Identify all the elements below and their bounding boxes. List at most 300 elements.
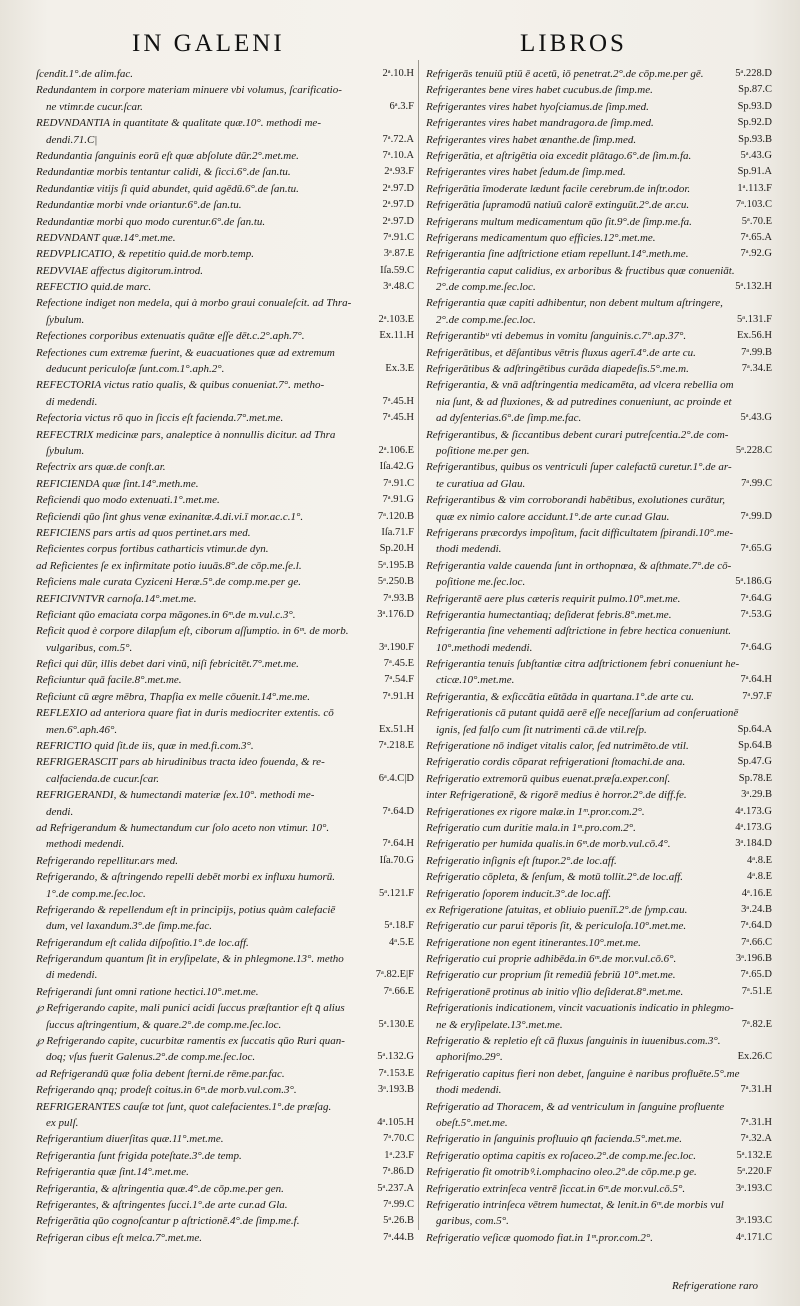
index-entry: [426, 1017, 772, 1033]
entry-reference: 7ᵃ.99.B: [741, 346, 772, 358]
entry-reference: 4ᵃ.8.E: [746, 871, 772, 883]
entry-text: poſitione me.per gen.: [436, 444, 530, 457]
entry-text: Refrigerās tenuiū ptiū ē acetū, iō penetrat.2°.de cōp.me.per gē.: [426, 68, 704, 80]
index-entry: [36, 509, 414, 525]
index-entry: [36, 591, 414, 607]
entry-text: Refrigerando repellitur.ars med.: [36, 854, 178, 867]
index-entry: [36, 672, 414, 688]
index-entry: [426, 1181, 772, 1197]
entry-text: Refrigerans multum medicamentum qūo ſit.9°.de ſimp.me.fa.: [426, 215, 692, 228]
entry-reference: 7ᵃ.86.D: [382, 1166, 414, 1178]
entry-text: Refrigeratio per humida qualis.in 6ᵐ.de morb.vul.cō.4°.: [426, 838, 671, 851]
index-entry: [426, 1082, 772, 1098]
index-entry: [36, 886, 414, 902]
entry-text: Refrigerantia tenuis ſubſtantiæ citra adſtrictionem febri conueniunt he-: [426, 658, 740, 671]
entry-text: Refrigerantia ſine vehementi adſtrictione in febre hectica conueniunt.: [426, 625, 732, 638]
index-entry: [36, 935, 414, 951]
index-entry: [426, 1197, 772, 1213]
index-entry: [36, 1099, 414, 1115]
entry-text: Refrigeratio cur parui tēporis ſit, & periculoſa.10°.met.me.: [426, 920, 687, 933]
entry-reference: 7ᵃ.53.G: [740, 608, 772, 620]
entry-reference: 4ᵃ.173.G: [735, 821, 772, 833]
entry-reference: Iſa.42.G: [379, 461, 414, 473]
index-entry: [426, 312, 772, 328]
entry-text: Refrigeratio veſicæ quomodo fiat.in 1ᵐ.pror.com.2°.: [426, 1231, 654, 1244]
index-entry: [36, 328, 414, 344]
entry-text: Refectione indiget non medela, qui à morbo graui conualeſcit. ad Thra-: [36, 297, 352, 310]
entry-text: Refrigeratio optima capitis ex roſaceo.2°.de comp.me.ſec.loc.: [426, 1149, 697, 1162]
entry-reference: Sp.91.A: [737, 166, 772, 178]
entry-text: Refectoria victus rō quo in ſiccis eſt facienda.7°.met.me.: [36, 412, 284, 425]
entry-reference: Iſa.59.C: [380, 264, 414, 276]
index-entry: [426, 181, 772, 197]
entry-reference: 4ᵃ.105.H: [377, 1117, 414, 1128]
entry-text: Refrigerantium diuerſitas quæ.11°.met.me.: [36, 1133, 224, 1146]
index-entry: [36, 967, 414, 983]
index-entry: [36, 771, 414, 787]
entry-text: 2°.de comp.me.ſec.loc.: [436, 313, 536, 326]
entry-text: ex Refrigeratione ſatuitas, et obliuio pueniī.2°.de ſymp.cau.: [426, 903, 688, 916]
entry-reference: 4ᵃ.171.C: [735, 1231, 772, 1243]
entry-text: inter Refrigerationē, & rigorē medius è horror.2°.de diff.fe.: [426, 789, 687, 802]
entry-reference: 4ᵃ.8.E: [746, 854, 772, 866]
index-entry: [426, 656, 772, 672]
column-divider: [418, 60, 419, 1230]
entry-text: 10°.methodi medendi.: [436, 641, 533, 654]
entry-text: Refrigerātibus, et dēſantibus vētris fluxus agerī.4°.de arte cu.: [426, 346, 696, 359]
entry-reference: 5ᵃ.132.H: [735, 281, 772, 293]
entry-text: Refrigeratio cum duritie mala.in 1ᵐ.pro.com.2°.: [426, 821, 636, 834]
entry-reference: 7ᵃ.99.C: [741, 477, 772, 489]
entry-text: vulgaribus, com.5°.: [46, 641, 133, 654]
index-entry: [426, 804, 772, 820]
entry-reference: 2ᵃ.10.H: [382, 68, 414, 79]
index-entry: [36, 1082, 414, 1098]
index-entry: [426, 476, 772, 492]
entry-reference: 7ᵃ.91.G: [382, 494, 414, 506]
entry-text: poſitione me.ſec.loc.: [436, 576, 526, 589]
entry-text: Refrigerans præcordys impoſitum, facit difficultatem ſpirandi.10°.me-: [426, 526, 734, 539]
index-entry: [426, 705, 772, 721]
index-entry: [426, 263, 772, 279]
entry-text: ex pulſ.: [46, 1117, 79, 1129]
entry-reference: 3ᵃ.193.B: [377, 1084, 414, 1096]
entry-text: Reficiens male curata Cyziceni Heræ.5°.de comp.me.per ge.: [36, 576, 301, 589]
entry-text: Refrigerationes ex rigore malæ.in 1ᵐ.pror.com.2°.: [426, 805, 645, 818]
entry-reference: 7ᵃ.103.C: [735, 199, 772, 211]
index-entry: [36, 99, 414, 115]
entry-reference: 7ᵃ.91.C: [383, 477, 414, 489]
entry-reference: 7ᵃ.64.D: [740, 920, 772, 932]
entry-reference: 3ᵃ.29.B: [741, 789, 772, 801]
index-entry: [426, 459, 772, 475]
entry-text: Refrigerationē protinus ab initio vſlio deſiderat.8°.met.me.: [426, 985, 684, 998]
entry-text: men.6°.aph.46°.: [46, 723, 118, 736]
entry-text: Refrigerantia valde cauenda ſunt in orthopnœa, & aſthmate.7°.de cō-: [426, 559, 732, 572]
index-entry: [426, 1148, 772, 1164]
entry-text: Refrigerantes bene vires habet cucubus.de ſimp.me.: [426, 84, 653, 97]
entry-text: dendi.71.C|: [46, 133, 98, 146]
entry-text: Refrigerando, & aſtringendo repelli debēt morbi ex influxu humorū.: [36, 871, 335, 884]
entry-reference: 5ᵃ.132.G: [377, 1051, 414, 1063]
index-entry: [426, 886, 772, 902]
index-entry: [426, 99, 772, 115]
index-entry: [426, 279, 772, 295]
entry-text: Refici qui dūr, illis debet dari vinū, niſi febricitēt.7°.met.me.: [36, 658, 299, 671]
entry-text: Refrigeratio inſignis eſt ſtupor.2°.de loc.aff.: [426, 854, 617, 867]
entry-text: ad Refrigerandū quæ folia debent ſterni.de rēme.par.fac.: [36, 1067, 285, 1080]
entry-reference: 7ᵃ.45.E: [383, 658, 414, 670]
index-entry: [36, 1164, 414, 1180]
index-entry: [426, 1066, 772, 1082]
entry-reference: 5ᵃ.70.E: [741, 215, 772, 227]
entry-reference: 4ᵃ.5.E: [388, 936, 414, 948]
entry-text: Reficiendi qūo ſint ghus venæ exinanitæ.4.di.vi.ī mor.ac.c.1°.: [36, 510, 304, 523]
index-entry: [426, 640, 772, 656]
entry-reference: 3ᵃ.24.B: [741, 903, 772, 915]
index-entry: [36, 722, 414, 738]
entry-text: te curatiua ad Glau.: [436, 477, 526, 490]
entry-reference: 7ᵃ.65.A: [740, 231, 772, 243]
index-entry: [426, 574, 772, 590]
entry-text: Refrigerandum eſt calida diſpoſitio.1°.de loc.aff.: [36, 936, 249, 949]
entry-text: aphoriſmo.29°.: [436, 1051, 503, 1064]
entry-text: Refrigeratio extremorū quibus euenat.præſa.exper.conſ.: [426, 772, 671, 785]
entry-text: deducunt periculoſæ ſunt.com.1°.aph.2°.: [46, 363, 225, 376]
index-entry: [36, 984, 414, 1000]
entry-text: di medendi.: [46, 969, 98, 982]
index-entry: [36, 459, 414, 475]
entry-reference: Ex.51.H: [379, 723, 414, 735]
index-entry: [426, 722, 772, 738]
entry-text: garibus, com.5°.: [436, 1215, 509, 1228]
entry-text: 2°.de comp.me.ſec.loc.: [436, 281, 536, 294]
entry-text: REFECTORIA victus ratio qualis, & quibus conueniat.7°. metho-: [36, 379, 325, 392]
index-entry: [426, 984, 772, 1000]
entry-text: Refrigeratio ſoporem inducit.3°.de loc.aff.: [426, 887, 612, 900]
entry-reference: Iſa.71.F: [381, 526, 414, 538]
entry-reference: 5ᵃ.26.B: [383, 1215, 414, 1227]
entry-reference: 6ᵃ.3.F: [389, 100, 414, 112]
entry-reference: 6ᵃ.4.C|D: [378, 772, 414, 784]
index-entry: [426, 853, 772, 869]
entry-reference: Ex.56.H: [737, 330, 772, 342]
index-entry: [36, 214, 414, 230]
index-entry: [426, 623, 772, 639]
entry-reference: 7ᵃ.70.C: [383, 1133, 414, 1145]
entry-reference: 2ᵃ.93.F: [384, 166, 414, 178]
entry-reference: Iſa.70.G: [379, 854, 414, 866]
entry-reference: 7ᵃ.51.E: [741, 985, 772, 997]
index-entry: [36, 1181, 414, 1197]
entry-text: ℘ Refrigerando capite, cucurbitæ ramentis ex ſuccatis qūo Ruri quan-: [36, 1035, 345, 1048]
entry-reference: 1ᵃ.113.F: [737, 182, 772, 194]
entry-reference: 5ᵃ.186.G: [735, 576, 772, 588]
entry-text: Refrigerātia qūo cognoſcantur p aſtrictionē.4°.de ſimp.me.f.: [36, 1215, 300, 1228]
index-entry: [36, 1017, 414, 1033]
index-entry: [426, 361, 772, 377]
entry-text: Reficit quod è corpore dilapſum eſt, ciborum aſſumptio. in 6ᵐ. de morb.: [36, 625, 349, 638]
entry-reference: 7ᵃ.64.G: [740, 592, 772, 604]
entry-text: ne & eryſipelate.13°.met.me.: [436, 1018, 563, 1031]
entry-text: Refrigerandum quantum ſit in eryſipelate, & in phlegmone.13°. metho: [36, 953, 344, 966]
index-entry: [36, 902, 414, 918]
index-entry: [426, 836, 772, 852]
entry-reference: 7ᵃ.65.D: [740, 969, 772, 981]
entry-text: Refrigerantibus & vim corroborandi habētibus, exolutiones curātur,: [426, 494, 726, 507]
index-entry: [426, 148, 772, 164]
entry-text: Refrigeratio ad Thoracem, & ad ventriculum in ſanguine profluente: [426, 1100, 725, 1113]
index-entry: [426, 918, 772, 934]
entry-reference: 7ᵃ.92.G: [740, 248, 772, 260]
entry-text: Refrigerantes vires habet ſedum.de ſimp.med.: [426, 166, 626, 179]
entry-reference: 7ᵃ.44.B: [383, 1231, 414, 1243]
index-entry: [36, 164, 414, 180]
entry-text: Refectiones corporibus extenuatis quātæ eſſe dēt.c.2°.aph.7°.: [36, 330, 305, 343]
index-entry: [36, 132, 414, 148]
index-entry: [36, 394, 414, 410]
entry-text: REFICIVNTVR carnoſa.14°.met.me.: [36, 592, 197, 605]
index-entry: [36, 443, 414, 459]
index-entry: [426, 410, 772, 426]
index-entry: [426, 1049, 772, 1065]
entry-text: Reficiunt cū ægre mēbra, Thapſia ex melle cōuenit.14°.me.me.: [36, 690, 311, 703]
entry-text: calfacienda.de cucur.ſcar.: [46, 772, 160, 785]
index-entry: [426, 197, 772, 213]
entry-text: Refrigerantia, & exſiccātia eūtāda in quartana.1°.de arte cu.: [426, 690, 695, 703]
entry-text: Refrigeratio cur proprium ſit remediū febriū 10°.met.me.: [426, 969, 676, 982]
entry-text: 1°.de comp.me.ſec.loc.: [46, 887, 146, 900]
entry-text: Refrigerantia caput calidius, ex arboribus & fructibus quæ conueniāt.: [426, 264, 735, 277]
index-entry: [36, 689, 414, 705]
index-entry: [426, 345, 772, 361]
running-header: [0, 30, 800, 64]
index-entry: [426, 1033, 772, 1049]
entry-text: Redundantiæ vitijs ſi quid abundet, quid agēdū.6°.de ſan.tu.: [36, 182, 299, 195]
entry-reference: 3ᵃ.196.B: [735, 953, 772, 965]
index-entry: [426, 492, 772, 508]
entry-text: di medendi.: [46, 395, 98, 408]
entry-text: Refrigeratio & repletio eſt cā fluxus ſanguinis in iuuenibus.com.3°.: [426, 1035, 721, 1048]
entry-text: quæ ex nimio calore accidunt.1°.de arte cur.ad Glau.: [436, 510, 670, 523]
index-entry: [36, 853, 414, 869]
entry-reference: 7ᵃ.31.H: [740, 1117, 772, 1128]
entry-text: Redundantem in corpore materiam minuere vbi volumus, ſcarificatio-: [36, 84, 342, 97]
index-entry: [426, 1099, 772, 1115]
entry-text: Refrigerandi ſunt omni ratione hectici.10°.met.me.: [36, 985, 259, 998]
index-entry: [426, 591, 772, 607]
entry-reference: 7ᵃ.32.A: [740, 1133, 772, 1145]
entry-text: REFRICTIO quid ſit.de iis, quæ in med.fi.com.3°.: [36, 740, 254, 753]
entry-text: Refrigeratio cordis cōparat refrigerationi ſtomachi.de ana.: [426, 756, 686, 769]
index-entry: [426, 66, 772, 82]
index-entry: [426, 558, 772, 574]
entry-reference: 7ᵃ.64.H: [382, 838, 414, 850]
entry-text: Refrigeran cibus eſt melca.7°.met.me.: [36, 1231, 202, 1244]
index-entry: [36, 525, 414, 541]
entry-reference: 5ᵃ.43.G: [740, 149, 772, 161]
index-entry: [426, 787, 772, 803]
entry-text: Refrigerantia quæ capiti adhibentur, non debent multum aſtringere,: [426, 297, 723, 310]
index-entry: [426, 132, 772, 148]
index-entry: [36, 1197, 414, 1213]
catchword: Refrigeratione raro: [672, 1280, 759, 1292]
entry-reference: 3ᵃ.176.D: [377, 608, 414, 620]
entry-text: Refrigeratione non egent itinerantes.10°.met.me.: [426, 936, 641, 949]
entry-reference: 2ᵃ.106.E: [378, 444, 414, 456]
entry-reference: 7ᵃ.34.E: [741, 363, 772, 375]
entry-reference: 7ᵃ.153.E: [378, 1067, 414, 1079]
entry-text: REDVVIAE affectus digitorum.introd.: [36, 264, 204, 277]
entry-reference: 2ᵃ.103.E: [378, 313, 414, 325]
index-entry: [36, 869, 414, 885]
entry-reference: 3ᵃ.184.D: [735, 838, 772, 850]
index-entry: [36, 361, 414, 377]
index-entry: [36, 804, 414, 820]
entry-text: Redundantia ſanguinis eorū eſt quæ abſolute dūr.2°.met.me.: [36, 149, 299, 162]
entry-reference: 4ᵃ.173.G: [735, 805, 772, 817]
entry-reference: 5ᵃ.121.F: [379, 887, 414, 899]
index-entry: [36, 541, 414, 557]
index-entry: [36, 263, 414, 279]
entry-text: REFECTRIX medicinæ pars, analeptice à nonnullis dicitur. ad Thra: [36, 428, 336, 441]
entry-text: Refrigerātia ſupramodū natiuū calorē extinguūt.2°.de ar.cu.: [426, 199, 690, 212]
index-entry: [36, 197, 414, 213]
entry-reference: 7ᵃ.93.B: [383, 592, 414, 604]
entry-text: ad Reficientes ſe ex infirmitate potio iuuās.8°.de cōp.me.ſe.l.: [36, 559, 302, 572]
index-entry: [426, 377, 772, 393]
entry-text: Refrigerantes vires habet œnanthe.de ſimp.med.: [426, 133, 637, 146]
entry-text: nia ſunt, & ad fluxiones, & ad putredines conueniunt, ac proinde et: [436, 395, 732, 408]
entry-text: REFICIENDA quæ ſint.14°.meth.me.: [36, 477, 199, 490]
index-entry: [36, 115, 414, 131]
entry-text: REFICIENS pars artis ad quos pertinet.ars med.: [36, 526, 251, 539]
entry-reference: 7ᵃ.91.C: [383, 231, 414, 243]
entry-text: Refrigeratione nō indiget vitalis calor, ſed nutrimēto.de vtil.: [426, 740, 689, 753]
entry-text: Refrigerātibus & adſtringētibus curāda diapedeſis.5°.me.m.: [426, 363, 689, 376]
index-entry: [36, 279, 414, 295]
entry-reference: 3ᵃ.48.C: [383, 281, 414, 293]
entry-text: Refrigerantia ſine adſtrictione etiam repellunt.14°.meth.me.: [426, 248, 689, 261]
entry-text: REFRIGERASCIT pars ab hirudinibus tracta ideo fouenda, & re-: [36, 756, 325, 769]
index-entry: [36, 574, 414, 590]
left-index-column: [36, 66, 414, 1296]
entry-text: Reficiendi quo modo extenuati.1°.met.me.: [36, 494, 220, 507]
entry-reference: 2ᵃ.97.D: [382, 215, 414, 227]
index-entry: [426, 607, 772, 623]
index-entry: [36, 492, 414, 508]
entry-text: Reficiuntur quā facile.8°.met.me.: [36, 674, 182, 687]
entry-text: Refrigerans medicamentum quo efficies.12°.met.me.: [426, 231, 656, 244]
index-entry: [36, 82, 414, 98]
entry-text: Refrigerantibus, quibus os ventriculi ſuper calefactū curetur.1°.de ar-: [426, 461, 732, 474]
entry-reference: 7ᵃ.66.C: [741, 936, 772, 948]
entry-text: cticæ.10°.met.me.: [436, 674, 515, 687]
entry-text: REDVPLICATIO, & repetitio quid.de morb.temp.: [36, 248, 254, 261]
entry-reference: Sp.20.H: [379, 543, 414, 555]
entry-reference: Sp.64.A: [737, 723, 772, 735]
entry-text: Reficientes corpus fortibus catharticis vtimur.de dyn.: [36, 543, 269, 556]
index-entry: [36, 181, 414, 197]
index-entry: [36, 787, 414, 803]
index-entry: [426, 443, 772, 459]
index-entry: [426, 427, 772, 443]
entry-reference: 3ᵃ.193.C: [735, 1182, 772, 1194]
entry-reference: 7ᵃ.54.F: [384, 674, 414, 686]
index-entry: [426, 541, 772, 557]
entry-text: methodi medendi.: [46, 838, 125, 851]
index-entry: [426, 869, 772, 885]
entry-text: Refrigeratio extrinſeca ventrē ſiccat.in 6ᵐ.de mor.vul.cō.5°.: [426, 1182, 686, 1195]
index-entry: [36, 1148, 414, 1164]
index-entry: [426, 1115, 772, 1131]
index-entry: [36, 295, 414, 311]
entry-reference: 7ᵃ.99.D: [740, 510, 772, 522]
entry-text: thodi medendi.: [436, 1084, 502, 1097]
index-entry: [36, 1230, 414, 1246]
index-entry: [426, 771, 772, 787]
index-entry: [426, 935, 772, 951]
index-entry: [426, 230, 772, 246]
index-entry: [36, 312, 414, 328]
index-entry: [36, 148, 414, 164]
entry-text: ſcendit.1°.de alim.fac.: [36, 68, 133, 80]
entry-text: Refrigerantes vires habet hyoſciamus.de ſimp.med.: [426, 100, 649, 113]
entry-text: REFRIGERANDI, & humectandi materiæ ſex.10°. methodi me-: [36, 789, 315, 802]
entry-text: Refrigerantibus, & ſiccantibus debent curari putreſcentia.2°.de com-: [426, 428, 729, 441]
index-entry: [36, 1115, 414, 1131]
entry-text: Refrigerantes, & aſtringentes ſucci.1°.de arte cur.ad Gla.: [36, 1198, 288, 1211]
entry-text: Refrigerantibᵘ vti debemus in vomitu ſanguinis.c.7°.ap.37°.: [426, 330, 687, 343]
entry-reference: 5ᵃ.250.B: [377, 576, 414, 588]
entry-text: doq; vſus fuerit Galenus.2°.de comp.me.ſec.loc.: [46, 1051, 256, 1064]
entry-text: Refrigerantes vires habet mandragora.de ſimp.med.: [426, 117, 654, 130]
entry-text: REFRIGERANTES cauſæ tot ſunt, quot calefacientes.1°.de præſag.: [36, 1100, 332, 1113]
index-entry: [36, 427, 414, 443]
entry-reference: 5ᵃ.43.G: [740, 412, 772, 424]
entry-text: Refrigeratio fit omotribꝰ.i.omphacino oleo.2°.de cōp.me.p ge.: [426, 1166, 697, 1179]
index-entry: [426, 164, 772, 180]
entry-text: Refrigerationis cā putant quidā aerē eſſe neceſſarium ad conſeruationē: [426, 707, 739, 720]
entry-text: ſybulum.: [46, 313, 85, 326]
entry-reference: 3ᵃ.87.E: [383, 248, 414, 260]
entry-text: Refrigerationis indicationem, vincit vacuationis indicatio in phlegmo-: [426, 1002, 734, 1015]
index-entry: [426, 525, 772, 541]
index-entry: [36, 640, 414, 656]
entry-text: ad Refrigerandum & humectandum cur ſolo aceto non vtimur. 10°.: [36, 821, 330, 834]
entry-reference: 5ᵃ.18.F: [384, 920, 414, 932]
entry-reference: 7ᵃ.99.C: [383, 1198, 414, 1210]
index-entry: [426, 1131, 772, 1147]
index-entry: [36, 1131, 414, 1147]
entry-reference: 5ᵃ.132.E: [736, 1149, 772, 1161]
entry-text: Refrigeratio capitus fieri non debet, ſanguine è naribus profluēte.5°.me: [426, 1067, 740, 1080]
index-entry: [426, 754, 772, 770]
entry-text: ne vtimr.de cucur.ſcar.: [46, 100, 143, 113]
entry-text: Refrigerando qnq; prodeſt coitus.in 6ᵐ.de morb.vul.com.3°.: [36, 1084, 297, 1097]
header-left-title: IN GALENI: [132, 30, 285, 57]
index-entry: [426, 115, 772, 131]
entry-text: REDVNDANTIA in quantitate & qualitate quæ.10°. methodi me-: [36, 117, 321, 130]
entry-reference: 7ᵃ.91.H: [382, 690, 414, 702]
index-entry: [36, 345, 414, 361]
entry-reference: Sp.64.B: [738, 740, 772, 752]
entry-text: Refrigeratio cōpleta, & ſenſum, & motū tollit.2°.de loc.aff.: [426, 871, 684, 884]
index-entry: [426, 902, 772, 918]
index-entry: [36, 623, 414, 639]
entry-reference: 3ᵃ.190.F: [379, 641, 414, 653]
entry-reference: Sp.92.D: [737, 117, 772, 129]
